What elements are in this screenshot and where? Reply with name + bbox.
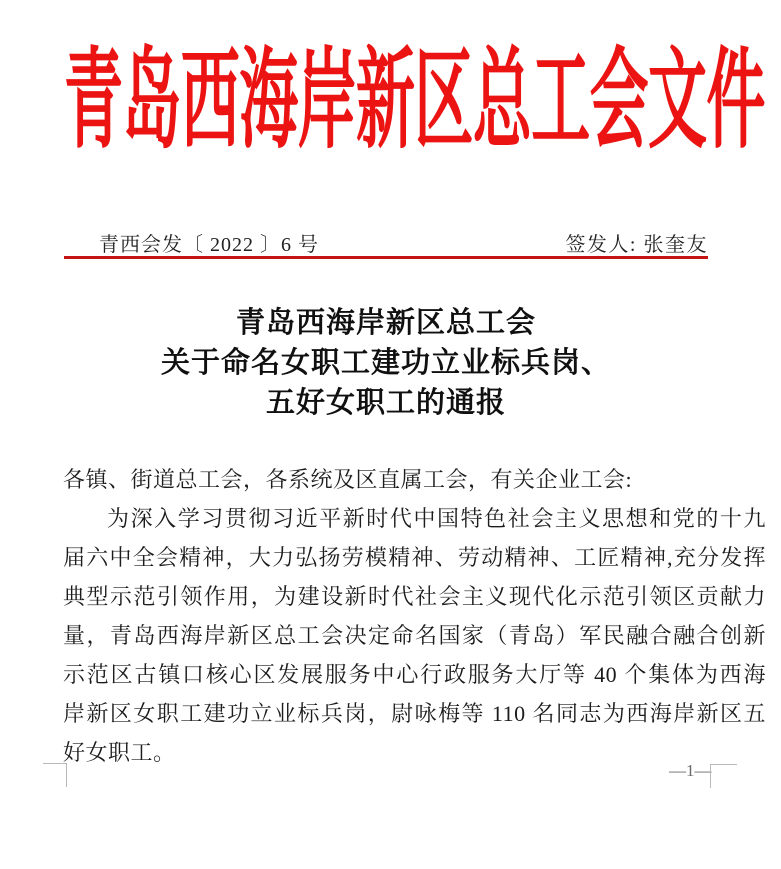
document-body [63,460,766,772]
document-title-line-1: 青岛西海岸新区总工会 [235,307,536,339]
red-header-org-title: 青岛西海岸新区总工会文件 [64,39,765,162]
page-number: —1— [669,761,712,780]
body-line-4: 量，青岛西海岸新区总工会决定命名国家（青岛）军民融合融合创新 [63,623,766,648]
body-line-3: 典型示范引领作用，为建设新时代社会主义现代化示范引领区贡献力 [63,584,766,609]
red-divider-line [64,256,708,259]
issuer-name: 签发人: 张奎友 [565,234,708,256]
body-line-5: 示范区古镇口核心区发展服务中心行政服务大厅等 40 个集体为西海 [63,662,766,687]
body-line-2: 届六中全会精神，大力弘扬劳模精神、劳动精神、工匠精神,充分发挥 [63,545,766,570]
body-line-7: 好女职工。 [63,740,176,765]
document-title-line-2: 关于命名女职工建功立业标兵岗、 [160,347,611,379]
text-boundary-mark-right [710,764,737,788]
document-title [64,303,708,423]
document-title-line-3: 五好女职工的通报 [265,387,506,419]
body-line-1: 为深入学习贯彻习近平新时代中国特色社会主义思想和党的十九 [107,506,766,531]
text-boundary-mark-left [43,763,67,787]
body-line-6: 岸新区女职工建功立业标兵岗，尉咏梅等 110 名同志为西海岸新区五 [63,701,766,726]
document-info-row [64,228,708,257]
document-number: 青西会发〔 2022 〕6 号 [99,234,319,256]
salutation-line: 各镇、街道总工会，各系统及区直属工会，有关企业工会: [63,467,633,492]
